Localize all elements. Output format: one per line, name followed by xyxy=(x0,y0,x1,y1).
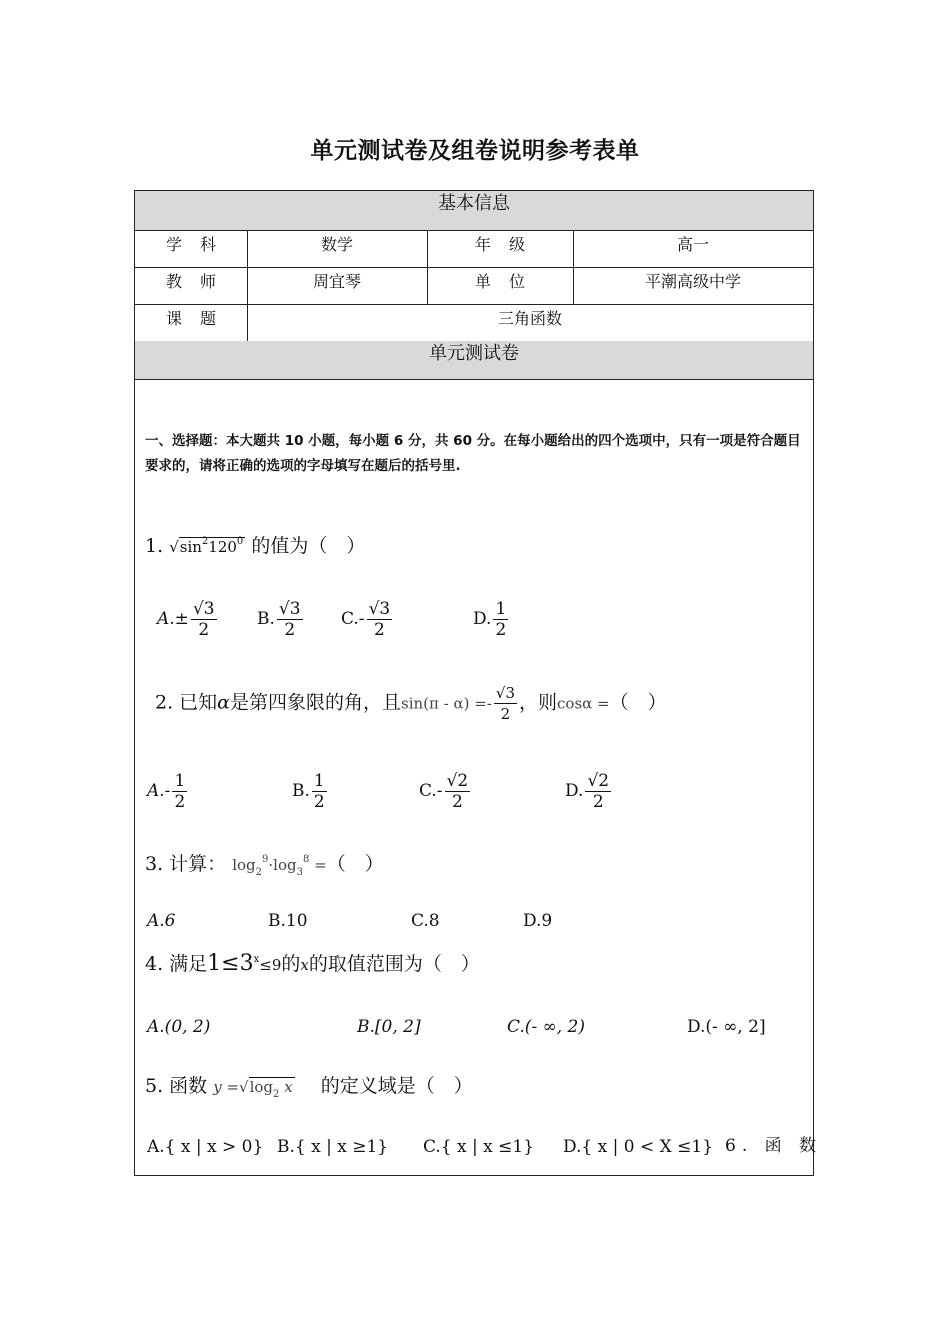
q1-c-num: 3 xyxy=(379,599,391,619)
q1-exp: 2 xyxy=(201,536,209,547)
q2-b-label: B. xyxy=(292,781,310,801)
q2-d-den: 2 xyxy=(592,792,604,812)
q2-text1: 是第四象限的角，且 xyxy=(230,691,402,714)
q2-b-den: 2 xyxy=(313,792,325,812)
q1-d-num: 1 xyxy=(495,599,507,619)
q4-option-c: C.(- ∞, 2) xyxy=(507,1017,586,1037)
q4-option-b: B.[0, 2] xyxy=(357,1017,421,1037)
q1-option-c: C.- $\frac{√3}{2}$ xyxy=(341,599,391,640)
q2-d-label: D. xyxy=(565,781,584,801)
question-1 xyxy=(145,531,365,558)
q5-base: 2 xyxy=(273,1089,280,1100)
q2-option-d: D. $\frac{√2}{2}$ xyxy=(565,771,610,812)
q3-arg2: 8 xyxy=(302,854,310,865)
question-4 xyxy=(145,949,480,976)
q3-base2: 3 xyxy=(296,867,303,878)
q3-eq: = xyxy=(309,856,327,874)
q2-a-label: A.- xyxy=(147,781,171,801)
q4-ineq2: ≤9 xyxy=(259,956,282,974)
row-subject-grade xyxy=(135,230,813,268)
unit-value: 平潮高级中学 xyxy=(644,272,741,291)
q4-exp: x xyxy=(253,954,260,965)
q3-base1: 2 xyxy=(255,867,263,878)
topic-label: 课题 xyxy=(165,309,234,328)
q4-number: 4. 满足 xyxy=(145,953,208,975)
document-title: 单元测试卷及组卷说明参考表单 xyxy=(310,138,640,164)
q4-text1: 的 xyxy=(281,953,301,975)
q4-x: x xyxy=(300,956,309,974)
q1-d-den: 2 xyxy=(495,620,507,640)
q2-cos-expr: cosα = xyxy=(557,694,610,713)
row-teacher-unit xyxy=(135,267,813,305)
q1-option-d xyxy=(473,599,510,640)
q2-c-num: 2 xyxy=(457,771,469,791)
q1-b-den: 2 xyxy=(284,620,296,640)
q2-option-b xyxy=(292,771,329,812)
grade-label: 年级 xyxy=(474,235,543,254)
unit-label: 单位 xyxy=(474,272,543,291)
q5-option-c: C.{ x | x ≤1} xyxy=(423,1137,535,1157)
row-topic xyxy=(135,304,813,342)
q5-option-d: D.{ x | 0 < X ≤1} xyxy=(563,1137,714,1157)
q1-option-b: B. $\frac{√3}{2}$ xyxy=(257,599,301,640)
q5-log: log xyxy=(249,1078,274,1096)
q1-d-label: D. xyxy=(473,609,492,629)
q1-b-num: 3 xyxy=(289,599,301,619)
q1-text: 的值为（ ） xyxy=(251,535,366,557)
q2-a-num: 1 xyxy=(174,771,186,791)
q1-option-a: A.± $\frac{√3}{2}$ xyxy=(157,599,215,640)
form-table xyxy=(134,190,823,1176)
q5-number: 5. 函数 xyxy=(145,1075,208,1097)
q5-option-b: B.{ x | x ≥1} xyxy=(277,1137,389,1157)
q5-y-eq: y = xyxy=(213,1078,240,1096)
q1-c-label: C.- xyxy=(341,609,365,629)
question-6-start: 6. 函 数 xyxy=(725,1136,823,1156)
q5-text: 的定义域是（ ） xyxy=(320,1075,473,1097)
q2-c-label: C.- xyxy=(419,781,443,801)
q2-num: 3 xyxy=(505,684,515,702)
q3-log1: log xyxy=(232,856,256,874)
q2-option-c: C.- $\frac{√2}{2}$ xyxy=(419,771,469,812)
q2-text2: ，则 xyxy=(519,691,558,714)
q1-sin: sin xyxy=(179,538,202,556)
q3-option-b: B.10 xyxy=(268,911,308,931)
subject-label: 学科 xyxy=(165,235,234,254)
q5-option-a: A.{ x | x > 0} xyxy=(147,1137,264,1157)
q1-deg: 0 xyxy=(236,536,244,547)
question-5 xyxy=(145,1071,473,1100)
q2-den: 2 xyxy=(500,705,511,723)
q1-a-num: 3 xyxy=(203,599,215,619)
unit-test-header: 单元测试卷 xyxy=(135,341,813,380)
q4-text2: 的取值范围为（ ） xyxy=(308,953,480,975)
subject-value: 数学 xyxy=(320,235,353,254)
q5-x: x xyxy=(284,1078,293,1096)
q1-number: 1. xyxy=(145,535,164,557)
q2-c-den: 2 xyxy=(451,792,463,812)
basic-info-header: 基本信息 xyxy=(135,191,813,231)
q4-option-a: A.(0, 2) xyxy=(147,1017,211,1037)
q4-ineq1: 1≤3 xyxy=(207,951,254,976)
q1-sqrt-expr: $√\sin^2120^0$ xyxy=(169,536,244,556)
topic-value: 三角函数 xyxy=(497,309,562,328)
q1-angle: 120 xyxy=(208,538,237,556)
grade-value: 高一 xyxy=(676,235,709,254)
q2-alpha: α xyxy=(217,691,231,714)
q2-d-num: 2 xyxy=(598,771,610,791)
q3-log2: ·log xyxy=(268,856,297,874)
q1-b-label: B. xyxy=(257,609,275,629)
q5-sqrt: $√\log_2$ x xyxy=(239,1078,293,1100)
q4-option-d: D.(- ∞, 2] xyxy=(687,1017,766,1037)
q2-text3: （ ） xyxy=(609,691,667,714)
teacher-value: 周宜琴 xyxy=(312,272,361,291)
q3-option-d: D.9 xyxy=(523,911,553,931)
instructions: 一、选择题：本大题共 10 小题，每小题 6 分，共 60 分。在每小题给出的四个选项中，只有一项是符合题目要求的，请将正确的选项的字母填写在题后的括号里. xyxy=(145,433,801,474)
q2-sin-expr: sin(π - α) =- xyxy=(401,694,492,713)
q1-a-label: A.± xyxy=(157,609,189,629)
q2-a-den: 2 xyxy=(174,792,186,812)
q1-a-den: 2 xyxy=(198,620,210,640)
q2-b-num: 1 xyxy=(313,771,325,791)
question-2: 2. 已知α是第四象限的角，且sin(π - α) =- $\frac{√3}{2}$ ，则cosα =（ ） xyxy=(155,684,667,723)
q3-option-c: C.8 xyxy=(411,911,440,931)
q2-option-a xyxy=(147,771,189,812)
q3-expr xyxy=(232,854,327,878)
question-3 xyxy=(145,849,384,878)
teacher-label: 教师 xyxy=(165,272,234,291)
q3-arg1: 9 xyxy=(262,854,269,865)
q3-paren: （ ） xyxy=(326,853,384,875)
q3-option-a: A.6 xyxy=(147,911,176,931)
q1-c-den: 2 xyxy=(373,620,385,640)
q3-number: 3. 计算： xyxy=(145,853,227,875)
q2-number: 2. 已知 xyxy=(155,691,218,714)
